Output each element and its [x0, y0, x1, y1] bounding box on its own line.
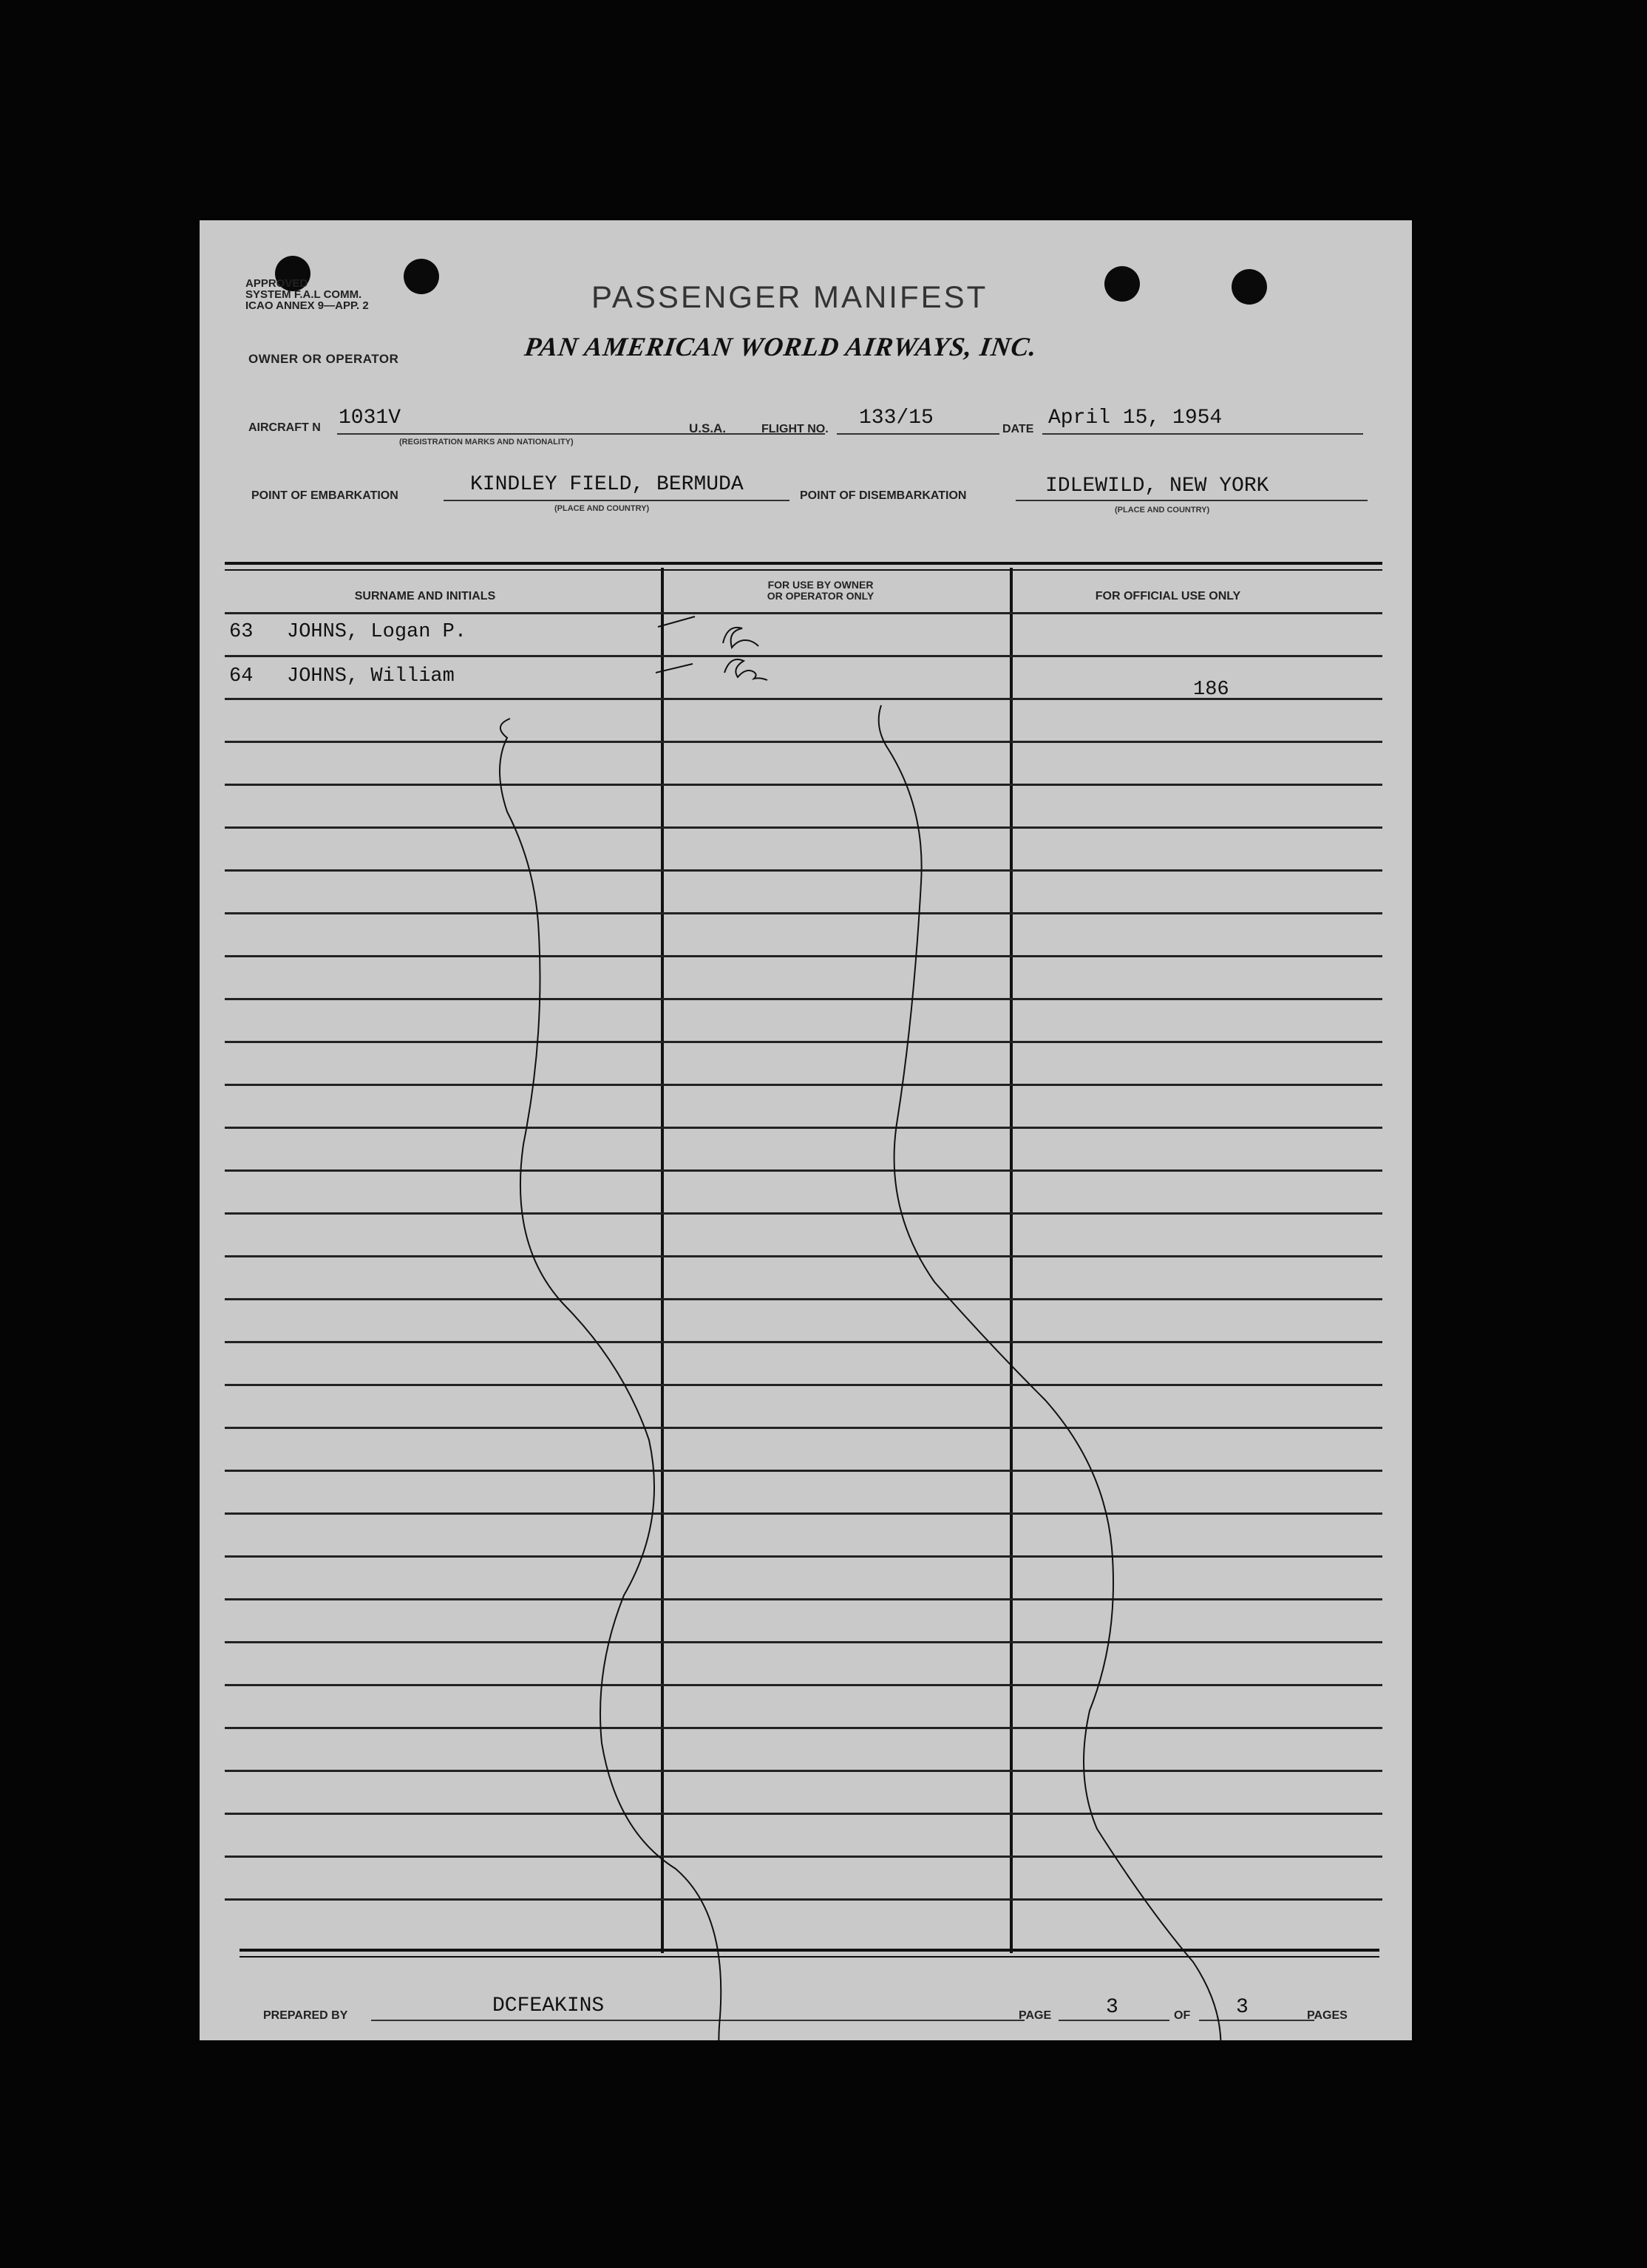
flight-date: April 15, 1954: [1048, 407, 1223, 430]
underline: [1059, 2020, 1169, 2021]
row-line: [225, 655, 1382, 657]
punch-hole: [1104, 266, 1140, 302]
owner-operator-label: OWNER OR OPERATOR: [248, 352, 399, 366]
row-line: [225, 1684, 1382, 1686]
row-line: [225, 1384, 1382, 1386]
disembarkation-point: IDLEWILD, NEW YORK: [1045, 475, 1269, 498]
disembarkation-label: POINT OF DISEMBARKATION: [800, 489, 967, 502]
row-line: [225, 1298, 1382, 1300]
approval-line: ICAO ANNEX 9—APP. 2: [245, 299, 369, 312]
row-line: [225, 1427, 1382, 1429]
row-line: [225, 784, 1382, 786]
registration-sublabel: (REGISTRATION MARKS AND NATIONALITY): [399, 438, 574, 447]
row-line: [225, 1084, 1382, 1086]
underline: [337, 433, 825, 435]
underline: [371, 2020, 1025, 2021]
row-line: [225, 998, 1382, 1000]
row-line: [225, 1555, 1382, 1558]
page-title: PASSENGER MANIFEST: [591, 279, 988, 314]
underline: [1016, 500, 1368, 501]
row-line: [225, 1470, 1382, 1472]
column-header-official: FOR OFFICIAL USE ONLY: [1095, 590, 1241, 602]
row-line: [225, 955, 1382, 957]
official-entry: 186: [1193, 679, 1229, 701]
company-name: PAN AMERICAN WORLD AIRWAYS, INC.: [523, 332, 1039, 361]
prepared-by-label: PREPARED BY: [263, 2009, 348, 2022]
row-line: [225, 612, 1382, 614]
country-label: U.S.A.: [689, 421, 727, 435]
embarkation-label: POINT OF EMBARKATION: [251, 489, 398, 502]
approval-line: SYSTEM F.A.L COMM.: [245, 288, 362, 301]
row-line: [225, 869, 1382, 872]
column-header-line: FOR USE BY OWNER: [767, 579, 874, 591]
row-line: [225, 1341, 1382, 1343]
page-total: 3: [1236, 1996, 1249, 2019]
aircraft-label: AIRCRAFT N: [248, 421, 321, 434]
row-line: [225, 1127, 1382, 1129]
row-line: [225, 1512, 1382, 1515]
footer-rule: [240, 1956, 1379, 1958]
row-line: [225, 1169, 1382, 1172]
row-line: [225, 1255, 1382, 1257]
aircraft-registration: 1031V: [339, 407, 401, 430]
row-line: [225, 1770, 1382, 1772]
row-line: [225, 1898, 1382, 1901]
row-line: [225, 912, 1382, 914]
underline: [837, 433, 999, 435]
approval-stamp: [245, 278, 369, 311]
passenger-number: 63: [229, 621, 254, 643]
underline: [1199, 2020, 1314, 2021]
underline: [1042, 433, 1363, 435]
flight-number: 133/15: [859, 407, 934, 430]
row-line: [225, 1727, 1382, 1729]
passenger-name: JOHNS, Logan P.: [287, 621, 467, 643]
manifest-sheet: [200, 220, 1412, 2040]
row-line: [225, 1598, 1382, 1600]
row-line: [225, 1212, 1382, 1215]
passenger-table: [225, 590, 1382, 1921]
prepared-by-value: DCFEAKINS: [492, 1994, 605, 2017]
pages-label: PAGES: [1307, 2009, 1348, 2022]
footer-rule: [240, 1949, 1379, 1952]
punch-hole: [1232, 269, 1267, 305]
page-label: PAGE: [1019, 2009, 1052, 2022]
row-line: [225, 826, 1382, 829]
row-line: [225, 1641, 1382, 1643]
header-rule: [225, 569, 1382, 571]
date-label: DATE: [1002, 423, 1034, 435]
row-line: [225, 1041, 1382, 1043]
row-line: [225, 1856, 1382, 1858]
embarkation-point: KINDLEY FIELD, BERMUDA: [470, 473, 744, 496]
punch-hole: [404, 259, 439, 294]
embarkation-sublabel: (PLACE AND COUNTRY): [554, 504, 650, 513]
column-header-line: OR OPERATOR ONLY: [767, 590, 875, 602]
disembarkation-sublabel: (PLACE AND COUNTRY): [1115, 506, 1210, 515]
approval-line: APPROVED: [245, 277, 308, 290]
header-rule: [225, 562, 1382, 565]
row-line: [225, 1813, 1382, 1815]
row-line: [225, 741, 1382, 743]
passenger-name: JOHNS, William: [287, 665, 455, 687]
passenger-number: 64: [229, 665, 254, 687]
page-number: 3: [1106, 1996, 1118, 2019]
column-header-surname: SURNAME AND INITIALS: [354, 590, 496, 602]
flight-label: FLIGHT NO.: [761, 423, 829, 435]
of-label: OF: [1174, 2009, 1191, 2022]
underline: [444, 500, 789, 501]
